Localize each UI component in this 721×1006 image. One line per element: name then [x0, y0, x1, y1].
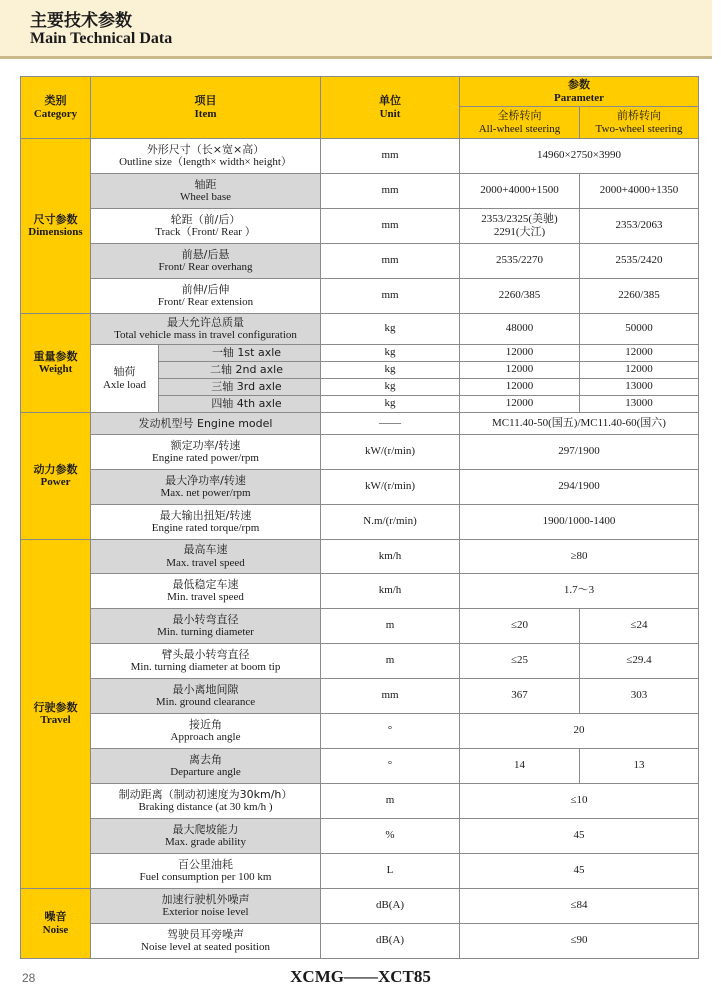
unit-cell: m: [321, 644, 460, 679]
value-cell: 1900/1000-1400: [460, 505, 699, 540]
unit-cell: kg: [321, 314, 460, 345]
table-row: [21, 644, 699, 679]
unit-cell: mm: [321, 244, 460, 279]
value-two: ≤29.4: [580, 644, 699, 679]
value-all: 367: [460, 679, 580, 714]
item-braking-distance: 制动距离（制动初速度为30km/h） Braking distance (at 30 km/h ): [91, 784, 321, 819]
unit-cell: N.m/(r/min): [321, 505, 460, 540]
table-row: [21, 244, 699, 279]
table-row: [21, 505, 699, 540]
item-outline: 外形尺寸（长×宽×高） Outline size（length× width× height）: [91, 139, 321, 174]
unit-cell: °: [321, 749, 460, 784]
value-cell: 14960×2750×3990: [460, 139, 699, 174]
header-parameter: 参数 Parameter: [460, 77, 699, 107]
value-all: 2535/2270: [460, 244, 580, 279]
unit-cell: mm: [321, 279, 460, 314]
header-two-wheel: 前桥转向 Two-wheel steering: [580, 107, 699, 139]
value-two: 13000: [580, 379, 699, 396]
value-all: ≤25: [460, 644, 580, 679]
unit-cell: °: [321, 714, 460, 749]
value-cell: 45: [460, 819, 699, 854]
unit-cell: ——: [321, 413, 460, 435]
table-row: [21, 413, 699, 435]
table-row: [21, 470, 699, 505]
item-axle-2: 二轴 2nd axle: [159, 362, 321, 379]
item-boom-turning: 臂头最小转弯直径 Min. turning diameter at boom tip: [91, 644, 321, 679]
unit-cell: kg: [321, 362, 460, 379]
table-row: [21, 209, 699, 244]
table-row: [21, 435, 699, 470]
header-title-cn: 主要技术参数: [30, 11, 132, 31]
unit-cell: mm: [321, 679, 460, 714]
value-all: 14: [460, 749, 580, 784]
unit-cell: L: [321, 854, 460, 889]
table-row: [21, 609, 699, 644]
unit-cell: %: [321, 819, 460, 854]
unit-cell: mm: [321, 209, 460, 244]
value-cell: ≤10: [460, 784, 699, 819]
value-two: 2000+4000+1350: [580, 174, 699, 209]
item-axle-3: 三轴 3rd axle: [159, 379, 321, 396]
item-engine-model: 发动机型号 Engine model: [91, 413, 321, 435]
header-item: 项目 Item: [91, 77, 321, 139]
category-power: 动力参数 Power: [21, 413, 91, 540]
value-all: 12000: [460, 379, 580, 396]
table-row: [21, 749, 699, 784]
footer-model-name: XCMG——XCT85: [290, 967, 431, 986]
item-overhang: 前悬/后悬 Front/ Rear overhang: [91, 244, 321, 279]
item-exterior-noise: 加速行驶机外噪声 Exterior noise level: [91, 889, 321, 924]
value-cell: MC11.40-50(国五)/MC11.40-60(国六): [460, 413, 699, 435]
table-row: [21, 889, 699, 924]
unit-cell: mm: [321, 174, 460, 209]
item-approach-angle: 接近角 Approach angle: [91, 714, 321, 749]
unit-cell: m: [321, 609, 460, 644]
value-two: 2535/2420: [580, 244, 699, 279]
unit-cell: kg: [321, 396, 460, 413]
unit-cell: mm: [321, 139, 460, 174]
item-axle-4: 四轴 4th axle: [159, 396, 321, 413]
table-row: [21, 345, 699, 362]
header-all-wheel: 全桥转向 All-wheel steering: [460, 107, 580, 139]
header-category: 类别 Category: [21, 77, 91, 139]
value-two: ≤24: [580, 609, 699, 644]
table-row: [21, 714, 699, 749]
item-net-power: 最大净功率/转速 Max. net power/rpm: [91, 470, 321, 505]
table-row: [21, 174, 699, 209]
value-cell: 294/1900: [460, 470, 699, 505]
value-two: 303: [580, 679, 699, 714]
unit-cell: dB(A): [321, 889, 460, 924]
value-two: 12000: [580, 362, 699, 379]
value-two: 2260/385: [580, 279, 699, 314]
item-min-speed: 最低稳定车速 Min. travel speed: [91, 574, 321, 609]
table-row: [21, 139, 699, 174]
value-cell: ≥80: [460, 540, 699, 574]
item-turning-diameter: 最小转弯直径 Min. turning diameter: [91, 609, 321, 644]
value-all: 12000: [460, 396, 580, 413]
technical-data-table: [20, 76, 699, 959]
value-all: 2260/385: [460, 279, 580, 314]
item-rated-power: 额定功率/转速 Engine rated power/rpm: [91, 435, 321, 470]
unit-cell: kg: [321, 379, 460, 396]
value-two: 13000: [580, 396, 699, 413]
value-cell: 297/1900: [460, 435, 699, 470]
unit-cell: kg: [321, 345, 460, 362]
header-title-en: Main Technical Data: [30, 30, 173, 47]
value-cell: 20: [460, 714, 699, 749]
value-all: 12000: [460, 362, 580, 379]
item-wheelbase: 轴距 Wheel base: [91, 174, 321, 209]
item-grade-ability: 最大爬坡能力 Max. grade ability: [91, 819, 321, 854]
table-row: [21, 314, 699, 345]
header-unit: 单位 Unit: [321, 77, 460, 139]
item-torque: 最大输出扭矩/转速 Engine rated torque/rpm: [91, 505, 321, 540]
table-row: [21, 819, 699, 854]
item-extension: 前伸/后伸 Front/ Rear extension: [91, 279, 321, 314]
table-row: [21, 279, 699, 314]
category-travel: 行驶参数 Travel: [21, 540, 91, 889]
item-max-speed: 最高车速 Max. travel speed: [91, 540, 321, 574]
unit-cell: dB(A): [321, 924, 460, 959]
value-cell: 45: [460, 854, 699, 889]
item-departure-angle: 离去角 Departure angle: [91, 749, 321, 784]
value-two: 13: [580, 749, 699, 784]
item-ground-clearance: 最小离地间隙 Min. ground clearance: [91, 679, 321, 714]
item-axle-1: 一轴 1st axle: [159, 345, 321, 362]
unit-cell: m: [321, 784, 460, 819]
value-cell: 1.7～3: [460, 574, 699, 609]
value-all: 48000: [460, 314, 580, 345]
value-cell: ≤84: [460, 889, 699, 924]
table-row: [21, 854, 699, 889]
value-two: 12000: [580, 345, 699, 362]
unit-cell: km/h: [321, 540, 460, 574]
item-fuel-consumption: 百公里油耗 Fuel consumption per 100 km: [91, 854, 321, 889]
unit-cell: kW/(r/min): [321, 470, 460, 505]
unit-cell: kW/(r/min): [321, 435, 460, 470]
category-weight: 重量参数 Weight: [21, 314, 91, 413]
unit-cell: km/h: [321, 574, 460, 609]
value-all: 12000: [460, 345, 580, 362]
value-two: 2353/2063: [580, 209, 699, 244]
item-total-mass: 最大允许总质量 Total vehicle mass in travel configuration: [91, 314, 321, 345]
value-all: 2000+4000+1500: [460, 174, 580, 209]
category-noise: 噪音 Noise: [21, 889, 91, 959]
item-seated-noise: 驾驶员耳旁噪声 Noise level at seated position: [91, 924, 321, 959]
value-all: 2353/2325(美驰) 2291(大江): [460, 209, 580, 244]
value-all: ≤20: [460, 609, 580, 644]
item-track: 轮距（前/后） Track（Front/ Rear ）: [91, 209, 321, 244]
table-row: [21, 574, 699, 609]
page-number: 28: [22, 971, 36, 985]
page-header: [0, 0, 712, 59]
item-axle-load: 轴荷 Axle load: [91, 345, 159, 413]
table-row: [21, 679, 699, 714]
value-cell: ≤90: [460, 924, 699, 959]
table-row: [21, 924, 699, 959]
category-dimensions: 尺寸参数 Dimensions: [21, 139, 91, 314]
table-row: [21, 784, 699, 819]
table-row: [21, 540, 699, 574]
value-two: 50000: [580, 314, 699, 345]
